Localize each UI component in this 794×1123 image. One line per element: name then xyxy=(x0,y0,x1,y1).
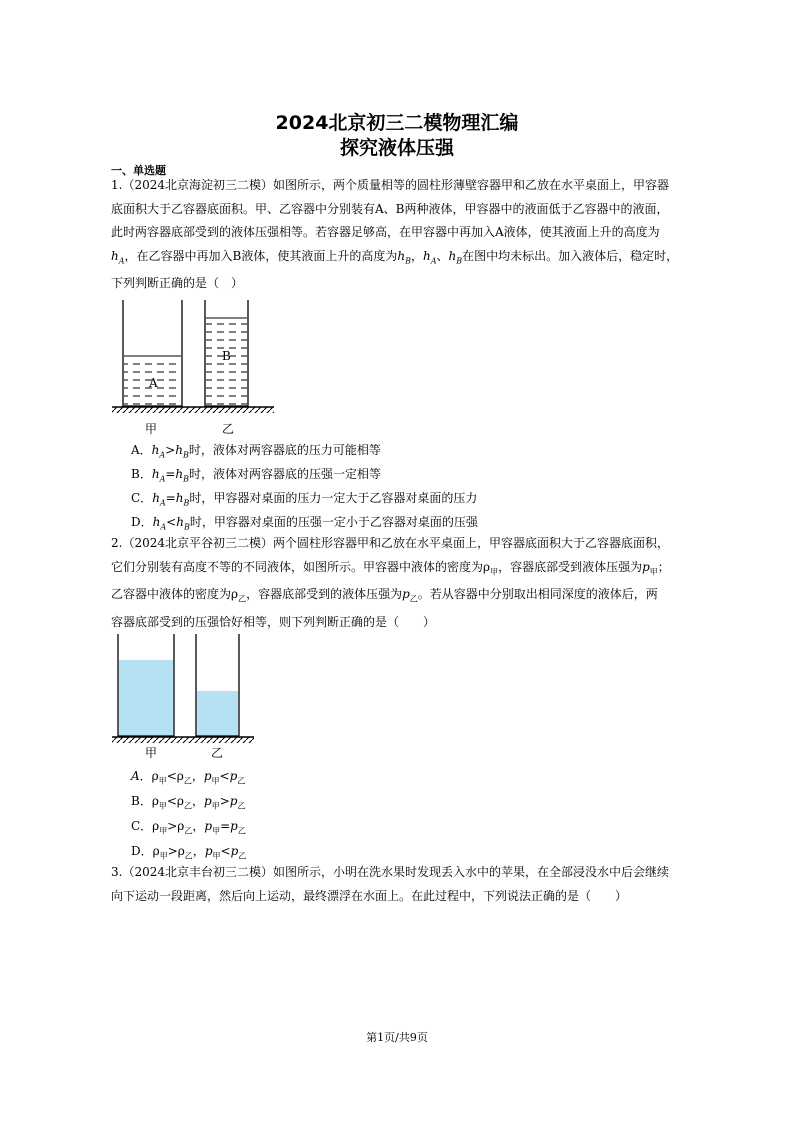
question-2-option-b[interactable]: B．$\rho_甲<\rho_乙$，$p_甲>p_乙$ xyxy=(131,794,246,811)
question-1-line: 下列判断正确的是（ ） xyxy=(111,276,244,291)
question-1-line: 1.（2024北京海淀初三二模）如图所示，两个质量相等的圆柱形薄壁容器甲和乙放在水平桌面上，甲容器 xyxy=(111,178,669,192)
table-hatch xyxy=(112,737,254,743)
question-1-line: 底面积大于乙容器底面积。甲、乙容器中分别装有A、B两种液体，甲容器中的液面低于乙容器中的液面， xyxy=(111,201,669,216)
question-1-option-d[interactable]: D．$h_A<h_B$时，甲容器对桌面的压强一定小于乙容器对桌面的压强 xyxy=(131,515,478,532)
question-1-line: $h_A$，在乙容器中再加入B液体，使其液面上升的高度为$h_B$，$h_A$、$h_B$在图中均未标出。加入液体后，稳定时， xyxy=(111,248,679,265)
section-heading: 一、单选题 xyxy=(111,164,166,177)
label-container-jia: 甲 xyxy=(145,422,158,436)
question-2-stem xyxy=(111,532,691,635)
document-title: 2024北京初三二模物理汇编 xyxy=(275,112,519,134)
question-2-line: 乙容器中液体的密度为$\rho_乙$，容器底部受到的液体压强为$p_乙$。若从容器中分别取出相同深度的液体后，两 xyxy=(111,587,658,604)
label-container-yi: 乙 xyxy=(222,422,235,436)
question-1-stem xyxy=(111,174,691,296)
label-liquid-a: A xyxy=(149,376,158,390)
page-footer: 第1页/共9页 xyxy=(366,1031,428,1044)
liquid-yi xyxy=(197,691,238,736)
question-1-line: 此时两容器底部受到的液体压强相等。若容器足够高，在甲容器中再加入A液体，使其液面上升的高度为 xyxy=(111,225,660,239)
question-2-line: 容器底部受到的压强恰好相等，则下列判断正确的是（ ） xyxy=(111,615,436,630)
question-1-option-b[interactable]: B．$h_A=h_B$时，液体对两容器底的压强一定相等 xyxy=(131,467,382,484)
question-2-line: 它们分别装有高度不等的不同液体，如图所示。甲容器中液体的密度为$\rho_甲$，容器底部受到液体压强为$p_甲$； xyxy=(111,559,670,576)
question-2-option-a[interactable]: A．$\rho_甲<\rho_乙$，$p_甲<p_乙$ xyxy=(131,769,246,786)
question-3-line: 3.（2024北京丰台初三二模）如图所示，小明在洗水果时发现丢入水中的苹果，在全部浸没水中后会继续 xyxy=(111,865,669,879)
document-subtitle: 探究液体压强 xyxy=(339,137,454,159)
question-3-line: 向下运动一段距离，然后向上运动，最终漂浮在水面上。在此过程中，下列说法正确的是（ ） xyxy=(111,888,628,903)
figure-2-containers xyxy=(108,632,258,760)
label-container-yi: 乙 xyxy=(211,746,224,760)
question-3-stem xyxy=(111,861,691,908)
label-container-jia: 甲 xyxy=(145,746,158,760)
table-hatch xyxy=(112,407,274,413)
figure-1-containers xyxy=(108,296,278,438)
label-liquid-b: B xyxy=(222,349,231,363)
liquid-jia xyxy=(119,660,173,736)
question-2-option-d[interactable]: D．$\rho_甲>\rho_乙$，$p_甲<p_乙$ xyxy=(131,844,247,861)
question-1-option-a[interactable]: A．$h_A>h_B$时，液体对两容器底的压力可能相等 xyxy=(131,443,381,460)
question-2-option-c[interactable]: C．$\rho_甲>\rho_乙$，$p_甲=p_乙$ xyxy=(131,819,246,836)
question-1-option-c[interactable]: C．$h_A=h_B$时，甲容器对桌面的压力一定大于乙容器对桌面的压力 xyxy=(131,491,478,508)
question-2-line: 2.（2024北京平谷初三二模）两个圆柱形容器甲和乙放在水平桌面上，甲容器底面积大于乙容器底面积， xyxy=(111,536,669,550)
